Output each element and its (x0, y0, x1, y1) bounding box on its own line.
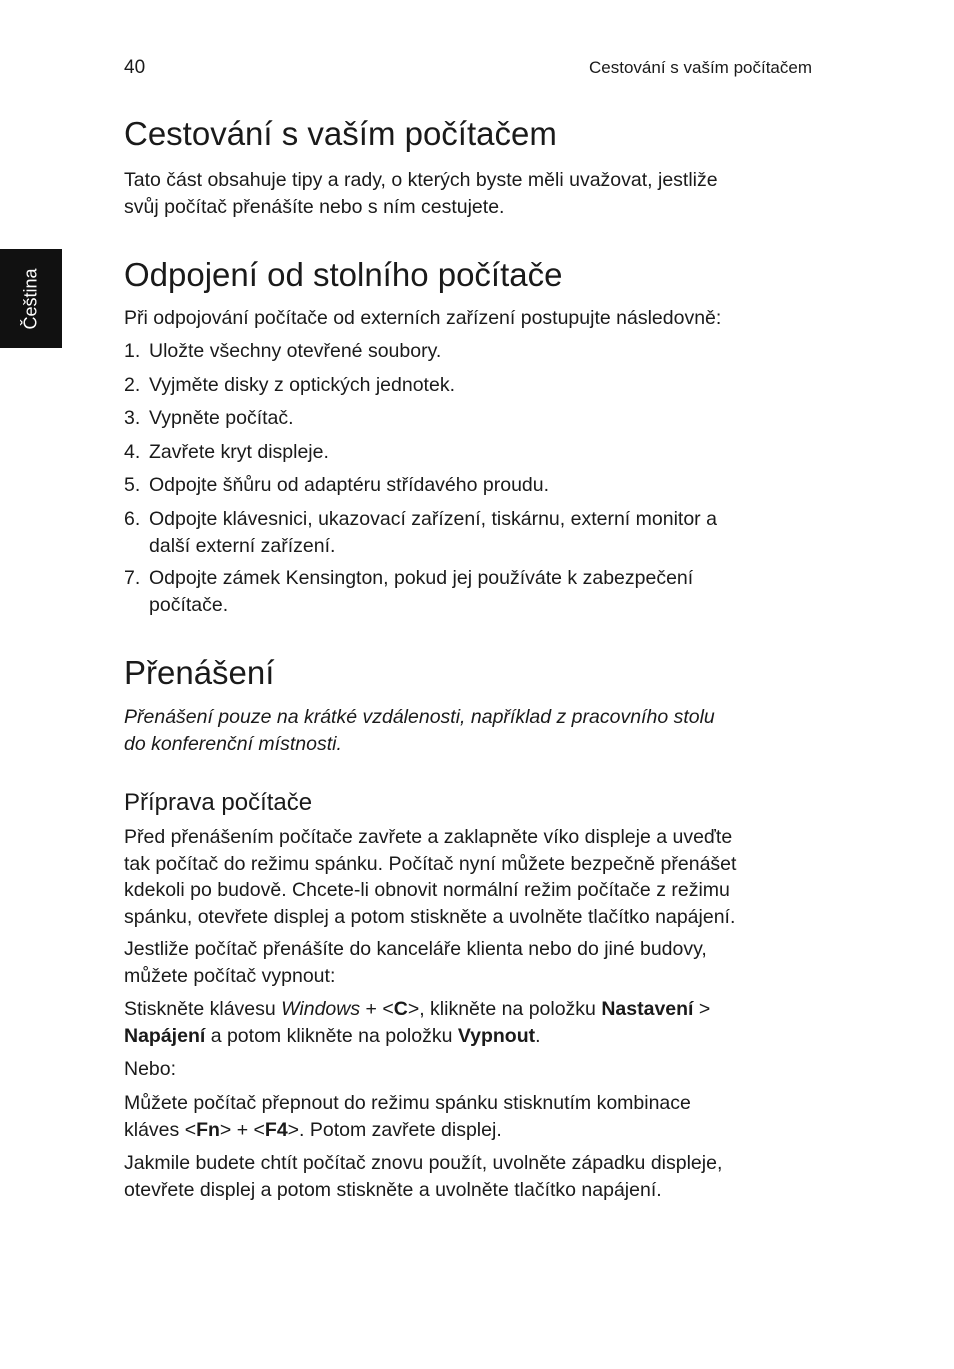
language-side-tab-label: Čeština (20, 268, 41, 330)
list-item-text: Uložte všechny otevřené soubory. (149, 340, 442, 362)
main-intro-line: svůj počítač přenášíte nebo s ním cestujete. (124, 195, 505, 218)
prepare-paragraph-4: Nebo: (124, 1058, 177, 1080)
main-intro-paragraph (124, 167, 824, 220)
text-run: kláves < (124, 1118, 197, 1141)
page-number: 40 (124, 57, 146, 78)
section-title-prepare: Příprava počítače (124, 789, 313, 816)
key-c: C (393, 998, 408, 1020)
paragraph-line: Můžete počítač přepnout do režimu spánku stisknutím kombinace (124, 1092, 691, 1114)
prepare-paragraph-5 (124, 1090, 824, 1143)
list-item-number: 3. (124, 407, 141, 429)
list-item-number: 1. (124, 340, 141, 362)
paragraph-line: Jestliže počítač přenášíte do kanceláře klienta nebo do jiné budovy, (124, 938, 707, 960)
list-item (124, 565, 824, 618)
paragraph-line: tak počítač do režimu spánku. Počítač nyní můžete bezpečně přenášet (124, 852, 737, 875)
text-run: >. Potom zavřete displej. (287, 1118, 502, 1141)
moving-subtitle-line: Přenášení pouze na krátké vzdálenosti, například z pracovního stolu (124, 706, 715, 728)
key-windows: Windows (281, 998, 361, 1020)
list-item (124, 506, 824, 559)
list-item-line: počítače. (149, 593, 229, 616)
paragraph-line: Jakmile budete chtít počítač znovu použít, uvolněte západku displeje, (124, 1152, 723, 1174)
text-run: a potom klikněte na položku (205, 1024, 458, 1047)
list-item-number: 5. (124, 474, 141, 496)
paragraph-line: můžete počítač vypnout: (124, 964, 336, 987)
text-run: > (693, 998, 711, 1020)
list-item (124, 338, 824, 365)
list-item-line: další externí zařízení. (149, 534, 336, 557)
prepare-paragraph-6 (124, 1150, 824, 1203)
moving-subtitle (124, 704, 824, 757)
paragraph-line: otevřete displej a potom stiskněte a uvolněte tlačítko napájení. (124, 1178, 662, 1201)
section-title-moving: Přenášení (124, 654, 275, 691)
list-item-number: 4. (124, 441, 141, 463)
menu-settings: Nastavení (601, 998, 694, 1020)
language-side-tab (0, 249, 62, 348)
prepare-paragraph-3 (124, 996, 824, 1049)
main-intro-line: Tato část obsahuje tipy a rady, o kterých byste měli uvažovat, jestliže (124, 169, 718, 191)
moving-subtitle-line: do konferenční místnosti. (124, 732, 342, 755)
prepare-paragraph-2 (124, 936, 824, 989)
list-item-line: Odpojte zámek Kensington, pokud jej používáte k zabezpečení (149, 567, 694, 589)
running-header: Cestování s vaším počítačem (589, 58, 812, 77)
paragraph-line: Před přenášením počítače zavřete a zaklapněte víko displeje a uveďte (124, 826, 733, 848)
list-item-number: 7. (124, 567, 141, 589)
key-fn: Fn (196, 1118, 220, 1141)
list-item (124, 405, 824, 432)
menu-shutdown: Vypnout (457, 1024, 536, 1047)
list-item-number: 6. (124, 508, 141, 530)
list-item-text: Vyjměte disky z optických jednotek. (149, 374, 455, 396)
list-item-text: Odpojte šňůru od adaptéru střídavého proudu. (149, 474, 550, 496)
list-item (124, 472, 824, 499)
disconnect-intro: Při odpojování počítače od externích zařízení postupujte následovně: (124, 307, 722, 329)
list-item-line: Odpojte klávesnici, ukazovací zařízení, tiskárnu, externí monitor a (149, 508, 717, 530)
text-run: >, klikněte na položku (407, 998, 602, 1020)
menu-power: Napájení (124, 1024, 206, 1047)
section-title-disconnect: Odpojení od stolního počítače (124, 256, 563, 293)
text-run: Stiskněte klávesu (124, 998, 282, 1020)
text-run: . (535, 1024, 541, 1047)
list-item-text: Zavřete kryt displeje. (149, 441, 329, 463)
list-item-text (149, 565, 824, 618)
list-item (124, 439, 824, 466)
text-run: + < (360, 998, 394, 1020)
key-f4: F4 (264, 1118, 288, 1141)
list-item-text: Vypněte počítač. (149, 407, 294, 429)
section-title-main: Cestování s vaším počítačem (124, 115, 557, 152)
list-item-number: 2. (124, 374, 141, 396)
list-item-text (149, 506, 824, 559)
paragraph-line: spánku, otevřete displej a potom stiskněte a uvolněte tlačítko napájení. (124, 905, 736, 928)
prepare-paragraph-1 (124, 824, 824, 930)
list-item (124, 372, 824, 399)
paragraph-line: kdekoli po budově. Chcete-li obnovit normální režim počítače z režimu (124, 879, 730, 901)
text-run: > + < (219, 1118, 265, 1141)
